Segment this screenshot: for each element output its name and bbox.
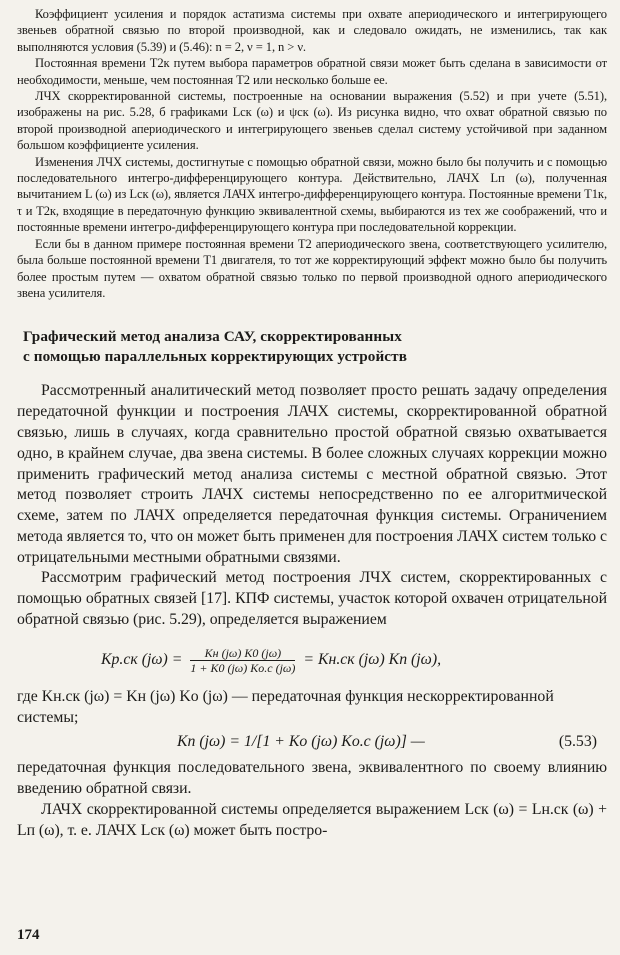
- equation-number: (5.53): [558, 733, 597, 751]
- page-content: [17, 6, 607, 842]
- page-number: 174: [17, 927, 40, 943]
- formula-denominator: 1 + K0 (jω) Kо.с (jω): [190, 660, 296, 675]
- paragraph: ЛАЧХ скорректированной системы определяется выражением Lск (ω) = Lн.ск (ω) + Lп (ω), т. е. ЛАЧХ Lск (ω) может быть постро-: [17, 801, 607, 839]
- formula-kp: [17, 732, 607, 756]
- paragraph: ЛЧХ скорректированной системы, построенные на основании выражения (5.52) и при учете (5.51), изображены на рис. 5.28, б графиками Lск (ω) и ψск (ω). Из рисунка видно, что охват обратной связью по второй производной апериодического и интегрирующего звеньев сделал систему устойчивой при заданном большом коэффициенте усиления.: [17, 89, 607, 153]
- paragraph: Рассмотренный аналитический метод позволяет просто решать задачу определения передаточной функции и построения ЛАЧХ системы, скорректированной обратной связью, лишь в случаях, когда сравнительно простой обратной связью охватывается одно, в крайнем случае, два звена системы. В более сложных случаях коррекции можно применить графический метод анализа системы с местной обратной связью. Этот метод позволяет строить ЛАЧХ системы непосредственно по ее алгоритмической схеме, затем по ЛАЧХ определяется передаточная функция системы. Ограничением метода является то, что он может быть применен для построения ЛАЧХ систем только с отрицательными местными обратными связями.: [17, 382, 607, 566]
- paragraph: Изменения ЛЧХ системы, достигнутые с помощью обратной связи, можно было бы получить и с помощью последовательного интегро-дифференцирующего контура. Действительно, ЛАЧХ Lп (ω), полученная вычитанием L (ω) из Lск (ω), является ЛАЧХ интегро-дифференцирующего контура. Постоянные времени T1к, τ и T2к, входящие в передаточную функцию эквивалентной схемы, выбираются из тех же соображений, что и постоянные времени интегро-дифференцирующего контура при последовательной коррекции.: [17, 154, 607, 235]
- formula-rhs: = Kн.ск (jω) Kп (jω),: [303, 651, 442, 668]
- intro-section: [17, 6, 607, 301]
- paragraph: Рассмотрим графический метод построения ЛЧХ систем, скорректированных с помощью обратных связей [17]. КПФ системы, участок которой охвачен отрицательной обратной связью (рис. 5.29), определяется выражением: [17, 569, 607, 629]
- formula-lhs: Kр.ск (jω) =: [101, 651, 183, 668]
- closing-section: [17, 758, 607, 841]
- where-text: где Kн.ск (jω) = Kн (jω) Kо (jω) — передаточная функция нескорректированной системы;: [17, 687, 554, 726]
- section-heading: [23, 327, 607, 367]
- paragraph: Постоянная времени T2к путем выбора параметров обратной связи может быть сделана в зависимости от необходимости, меньше, чем постоянная T2 или несколько больше ее.: [17, 56, 607, 87]
- section-heading-line: с помощью параллельных корректирующих устройств: [23, 348, 407, 366]
- formula-fraction: [190, 646, 295, 675]
- paragraph: Если бы в данном примере постоянная времени T2 апериодического звена, соответствующего усилителю, была больше постоянной времени T1 двигателя, то тот же корректирующий эффект можно было бы получить более простым путем — охватом обратной связью только по первой производной одного апериодического звена усилителя.: [17, 236, 607, 300]
- formula-kp-sk: [17, 635, 607, 681]
- main-section: [17, 381, 607, 631]
- paragraph: Коэффициент усиления и порядок астатизма системы при охвате апериодического и интегрирующего звеньев обратной связью по второй производной, как и следовало ожидать, не изменились, так как выполняются условия (5.39) и (5.46): n = 2, ν = 1, n > ν.: [17, 7, 607, 54]
- formula-numerator: Kн (jω) K0 (jω): [190, 646, 295, 661]
- formula-expression: Kп (jω) = 1/[1 + Kо (jω) Kо.с (jω)] —: [177, 733, 425, 751]
- paragraph: передаточная функция последовательного звена, эквивалентного по своему влиянию введению обратной связи.: [17, 759, 607, 798]
- section-heading-line: Графический метод анализа САУ, скорректированных: [23, 328, 402, 346]
